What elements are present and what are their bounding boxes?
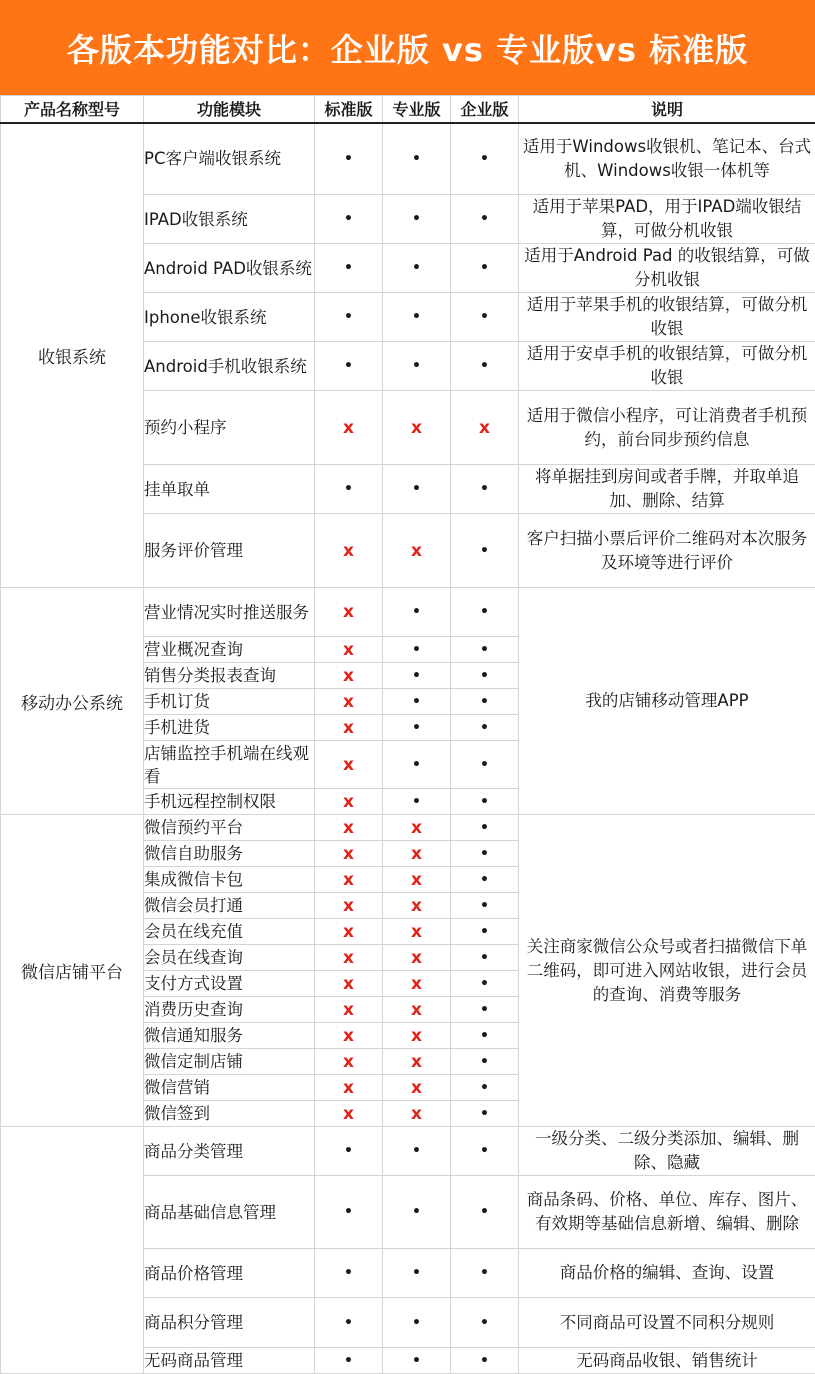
- module-cell: Android手机收银系统: [144, 342, 315, 391]
- professional-availability: •: [383, 741, 451, 789]
- professional-availability: •: [383, 663, 451, 689]
- standard-availability: •: [315, 465, 383, 514]
- enterprise-availability: •: [451, 293, 519, 342]
- standard-availability: x: [315, 997, 383, 1023]
- table-row: [1, 1127, 815, 1176]
- standard-availability: x: [315, 971, 383, 997]
- standard-availability: x: [315, 841, 383, 867]
- enterprise-availability: •: [451, 741, 519, 789]
- notes-cell: 将单据挂到房间或者手牌，并取单追加、删除、结算: [519, 465, 815, 514]
- module-cell: 营业概况查询: [144, 637, 315, 663]
- notes-cell: 我的店铺移动管理APP: [519, 588, 815, 815]
- module-cell: Android PAD收银系统: [144, 244, 315, 293]
- standard-availability: x: [315, 391, 383, 465]
- standard-availability: x: [315, 1023, 383, 1049]
- module-cell: 商品基础信息管理: [144, 1176, 315, 1249]
- module-cell: 微信通知服务: [144, 1023, 315, 1049]
- professional-availability: x: [383, 815, 451, 841]
- module-cell: Iphone收银系统: [144, 293, 315, 342]
- enterprise-availability: •: [451, 1101, 519, 1127]
- module-cell: 手机远程控制权限: [144, 789, 315, 815]
- module-cell: PC客户端收银系统: [144, 123, 315, 195]
- page-title: 各版本功能对比：企业版 vs 专业版vs 标准版: [66, 30, 749, 69]
- enterprise-availability: x: [451, 391, 519, 465]
- header-row: [1, 96, 815, 123]
- standard-availability: x: [315, 741, 383, 789]
- professional-availability: x: [383, 919, 451, 945]
- module-cell: 微信营销: [144, 1075, 315, 1101]
- module-cell: 微信自助服务: [144, 841, 315, 867]
- enterprise-availability: •: [451, 123, 519, 195]
- enterprise-availability: •: [451, 514, 519, 588]
- professional-availability: •: [383, 1249, 451, 1298]
- header-notes: 说明: [519, 96, 815, 123]
- module-cell: 挂单取单: [144, 465, 315, 514]
- standard-availability: x: [315, 715, 383, 741]
- notes-cell: 适用于安卓手机的收银结算，可做分机收银: [519, 342, 815, 391]
- standard-availability: x: [315, 588, 383, 637]
- module-cell: 会员在线查询: [144, 945, 315, 971]
- professional-availability: •: [383, 342, 451, 391]
- module-cell: 销售分类报表查询: [144, 663, 315, 689]
- professional-availability: •: [383, 637, 451, 663]
- professional-availability: •: [383, 689, 451, 715]
- module-cell: 微信签到: [144, 1101, 315, 1127]
- professional-availability: •: [383, 195, 451, 244]
- comparison-table: [0, 95, 815, 1374]
- standard-availability: x: [315, 867, 383, 893]
- notes-cell: 一级分类、二级分类添加、编辑、删除、隐藏: [519, 1127, 815, 1176]
- standard-availability: x: [315, 945, 383, 971]
- standard-availability: x: [315, 514, 383, 588]
- notes-cell: 适用于苹果PAD，用于IPAD端收银结算，可做分机收银: [519, 195, 815, 244]
- professional-availability: x: [383, 867, 451, 893]
- module-cell: 商品价格管理: [144, 1249, 315, 1298]
- notes-cell: 适用于Android Pad 的收银结算，可做分机收银: [519, 244, 815, 293]
- enterprise-availability: •: [451, 244, 519, 293]
- professional-availability: x: [383, 391, 451, 465]
- professional-availability: •: [383, 244, 451, 293]
- enterprise-availability: •: [451, 997, 519, 1023]
- standard-availability: •: [315, 1249, 383, 1298]
- notes-cell: 适用于微信小程序，可让消费者手机预约，前台同步预约信息: [519, 391, 815, 465]
- professional-availability: •: [383, 588, 451, 637]
- enterprise-availability: •: [451, 465, 519, 514]
- header-module: 功能模块: [144, 96, 315, 123]
- header-standard: 标准版: [315, 96, 383, 123]
- module-cell: IPAD收银系统: [144, 195, 315, 244]
- enterprise-availability: •: [451, 1249, 519, 1298]
- enterprise-availability: •: [451, 588, 519, 637]
- enterprise-availability: •: [451, 715, 519, 741]
- enterprise-availability: •: [451, 1127, 519, 1176]
- standard-availability: x: [315, 893, 383, 919]
- notes-cell: 客户扫描小票后评价二维码对本次服务及环境等进行评价: [519, 514, 815, 588]
- standard-availability: •: [315, 123, 383, 195]
- professional-availability: x: [383, 841, 451, 867]
- professional-availability: •: [383, 715, 451, 741]
- enterprise-availability: •: [451, 1298, 519, 1348]
- standard-availability: •: [315, 244, 383, 293]
- title-banner: [0, 0, 815, 95]
- enterprise-availability: •: [451, 637, 519, 663]
- module-cell: 支付方式设置: [144, 971, 315, 997]
- professional-availability: x: [383, 997, 451, 1023]
- module-cell: 微信会员打通: [144, 893, 315, 919]
- product-group-cell: 移动办公系统: [1, 588, 144, 815]
- module-cell: 商品积分管理: [144, 1298, 315, 1348]
- professional-availability: x: [383, 945, 451, 971]
- module-cell: 无码商品管理: [144, 1348, 315, 1374]
- professional-availability: x: [383, 514, 451, 588]
- module-cell: 商品分类管理: [144, 1127, 315, 1176]
- enterprise-availability: •: [451, 1049, 519, 1075]
- enterprise-availability: •: [451, 867, 519, 893]
- standard-availability: x: [315, 1075, 383, 1101]
- professional-availability: •: [383, 123, 451, 195]
- standard-availability: x: [315, 1049, 383, 1075]
- module-cell: 微信预约平台: [144, 815, 315, 841]
- enterprise-availability: •: [451, 1348, 519, 1374]
- module-cell: 消费历史查询: [144, 997, 315, 1023]
- professional-availability: x: [383, 1075, 451, 1101]
- professional-availability: x: [383, 971, 451, 997]
- notes-cell: 适用于苹果手机的收银结算，可做分机收银: [519, 293, 815, 342]
- enterprise-availability: •: [451, 789, 519, 815]
- enterprise-availability: •: [451, 815, 519, 841]
- professional-availability: x: [383, 1023, 451, 1049]
- module-cell: 会员在线充值: [144, 919, 315, 945]
- module-cell: 服务评价管理: [144, 514, 315, 588]
- enterprise-availability: •: [451, 841, 519, 867]
- standard-availability: x: [315, 663, 383, 689]
- module-cell: 集成微信卡包: [144, 867, 315, 893]
- professional-availability: x: [383, 1049, 451, 1075]
- enterprise-availability: •: [451, 893, 519, 919]
- standard-availability: •: [315, 1348, 383, 1374]
- enterprise-availability: •: [451, 1075, 519, 1101]
- notes-cell: 商品条码、价格、单位、库存、图片、有效期等基础信息新增、编辑、删除: [519, 1176, 815, 1249]
- enterprise-availability: •: [451, 342, 519, 391]
- header-professional: 专业版: [383, 96, 451, 123]
- enterprise-availability: •: [451, 1023, 519, 1049]
- professional-availability: •: [383, 1127, 451, 1176]
- product-group-cell: 微信店铺平台: [1, 815, 144, 1127]
- professional-availability: •: [383, 465, 451, 514]
- module-cell: 微信定制店铺: [144, 1049, 315, 1075]
- standard-availability: x: [315, 919, 383, 945]
- module-cell: 手机进货: [144, 715, 315, 741]
- notes-cell: 适用于Windows收银机、笔记本、台式机、Windows收银一体机等: [519, 123, 815, 195]
- product-group-cell: [1, 1127, 144, 1374]
- standard-availability: x: [315, 637, 383, 663]
- enterprise-availability: •: [451, 919, 519, 945]
- module-cell: 营业情况实时推送服务: [144, 588, 315, 637]
- header-product: 产品名称型号: [1, 96, 144, 123]
- professional-availability: x: [383, 893, 451, 919]
- professional-availability: •: [383, 1176, 451, 1249]
- enterprise-availability: •: [451, 945, 519, 971]
- standard-availability: •: [315, 1176, 383, 1249]
- professional-availability: •: [383, 1348, 451, 1374]
- professional-availability: •: [383, 1298, 451, 1348]
- notes-cell: 无码商品收银、销售统计: [519, 1348, 815, 1374]
- professional-availability: •: [383, 293, 451, 342]
- standard-availability: •: [315, 195, 383, 244]
- standard-availability: •: [315, 1127, 383, 1176]
- standard-availability: x: [315, 789, 383, 815]
- notes-cell: 关注商家微信公众号或者扫描微信下单二维码，即可进入网站收银，进行会员的查询、消费等服务: [519, 815, 815, 1127]
- enterprise-availability: •: [451, 971, 519, 997]
- table-row: [1, 815, 815, 841]
- standard-availability: •: [315, 342, 383, 391]
- table-row: [1, 123, 815, 195]
- module-cell: 店铺监控手机端在线观看: [144, 741, 315, 789]
- enterprise-availability: •: [451, 195, 519, 244]
- standard-availability: •: [315, 1298, 383, 1348]
- professional-availability: x: [383, 1101, 451, 1127]
- header-enterprise: 企业版: [451, 96, 519, 123]
- table-row: [1, 588, 815, 637]
- module-cell: 预约小程序: [144, 391, 315, 465]
- notes-cell: 不同商品可设置不同积分规则: [519, 1298, 815, 1348]
- enterprise-availability: •: [451, 689, 519, 715]
- enterprise-availability: •: [451, 1176, 519, 1249]
- standard-availability: x: [315, 815, 383, 841]
- standard-availability: •: [315, 293, 383, 342]
- professional-availability: •: [383, 789, 451, 815]
- notes-cell: 商品价格的编辑、查询、设置: [519, 1249, 815, 1298]
- standard-availability: x: [315, 1101, 383, 1127]
- enterprise-availability: •: [451, 663, 519, 689]
- module-cell: 手机订货: [144, 689, 315, 715]
- standard-availability: x: [315, 689, 383, 715]
- product-group-cell: 收银系统: [1, 123, 144, 588]
